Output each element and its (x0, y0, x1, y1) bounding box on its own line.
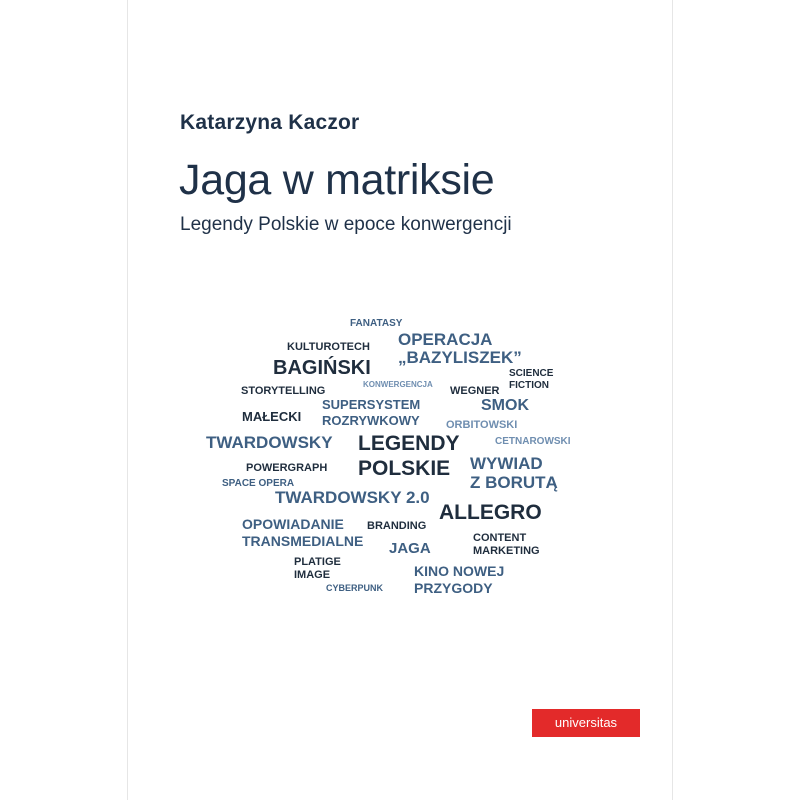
word-cyberpunk: CYBERPUNK (326, 583, 384, 593)
word-smok: SMOK (481, 397, 529, 414)
word-polskie: POLSKIE (358, 457, 451, 480)
word-storytelling: STORYTELLING (241, 385, 326, 397)
word-marketing: MARKETING (473, 545, 540, 557)
word-twardowsky: TWARDOWSKY (206, 433, 333, 452)
word-science: SCIENCE (509, 368, 554, 379)
word-kulturotech: KULTUROTECH (287, 341, 370, 353)
word-powergraph: POWERGRAPH (246, 462, 328, 474)
word-przygody: PRZYGODY (414, 580, 493, 596)
word-rozrywkowy: ROZRYWKOWY (322, 413, 420, 428)
word-space-opera: SPACE OPERA (222, 478, 295, 489)
word-bazyliszek: „BAZYLISZEK” (398, 348, 522, 367)
word-orbitowski: ORBITOWSKI (446, 419, 518, 431)
word-operacja: OPERACJA (398, 330, 493, 349)
word-baginski: BAGIŃSKI (273, 357, 371, 379)
word-content: CONTENT (473, 532, 527, 544)
book-subtitle: Legendy Polskie w epoce konwergencji (180, 214, 512, 235)
word-z-boruta: Z BORUTĄ (470, 473, 558, 492)
word-image: IMAGE (294, 569, 331, 581)
word-twardowsky-20: TWARDOWSKY 2.0 (275, 488, 430, 507)
word-kino-nowej: KINO NOWEJ (414, 563, 505, 579)
author-name: Katarzyna Kaczor (180, 111, 360, 134)
word-fanatasy: FANATASY (350, 318, 403, 329)
word-konwergencja: KONWERGENCJA (363, 380, 433, 389)
word-transmedialne: TRANSMEDIALNE (242, 533, 364, 549)
word-platige: PLATIGE (294, 556, 341, 568)
word-cetnarowski: CETNAROWSKI (495, 436, 571, 447)
word-jaga: JAGA (389, 540, 431, 557)
publisher-logo: universitas (532, 709, 640, 737)
word-supersystem: SUPERSYSTEM (322, 397, 421, 412)
word-legendy: LEGENDY (358, 432, 460, 455)
word-wywiad: WYWIAD (470, 454, 543, 473)
word-allegro: ALLEGRO (439, 501, 542, 524)
word-opowiadanie: OPOWIADANIE (242, 516, 344, 532)
word-wegner: WEGNER (450, 385, 500, 397)
word-malecki: MAŁECKI (242, 409, 302, 424)
word-branding: BRANDING (367, 520, 427, 532)
word-fiction: FICTION (509, 380, 549, 391)
book-title: Jaga w matriksie (179, 156, 495, 204)
